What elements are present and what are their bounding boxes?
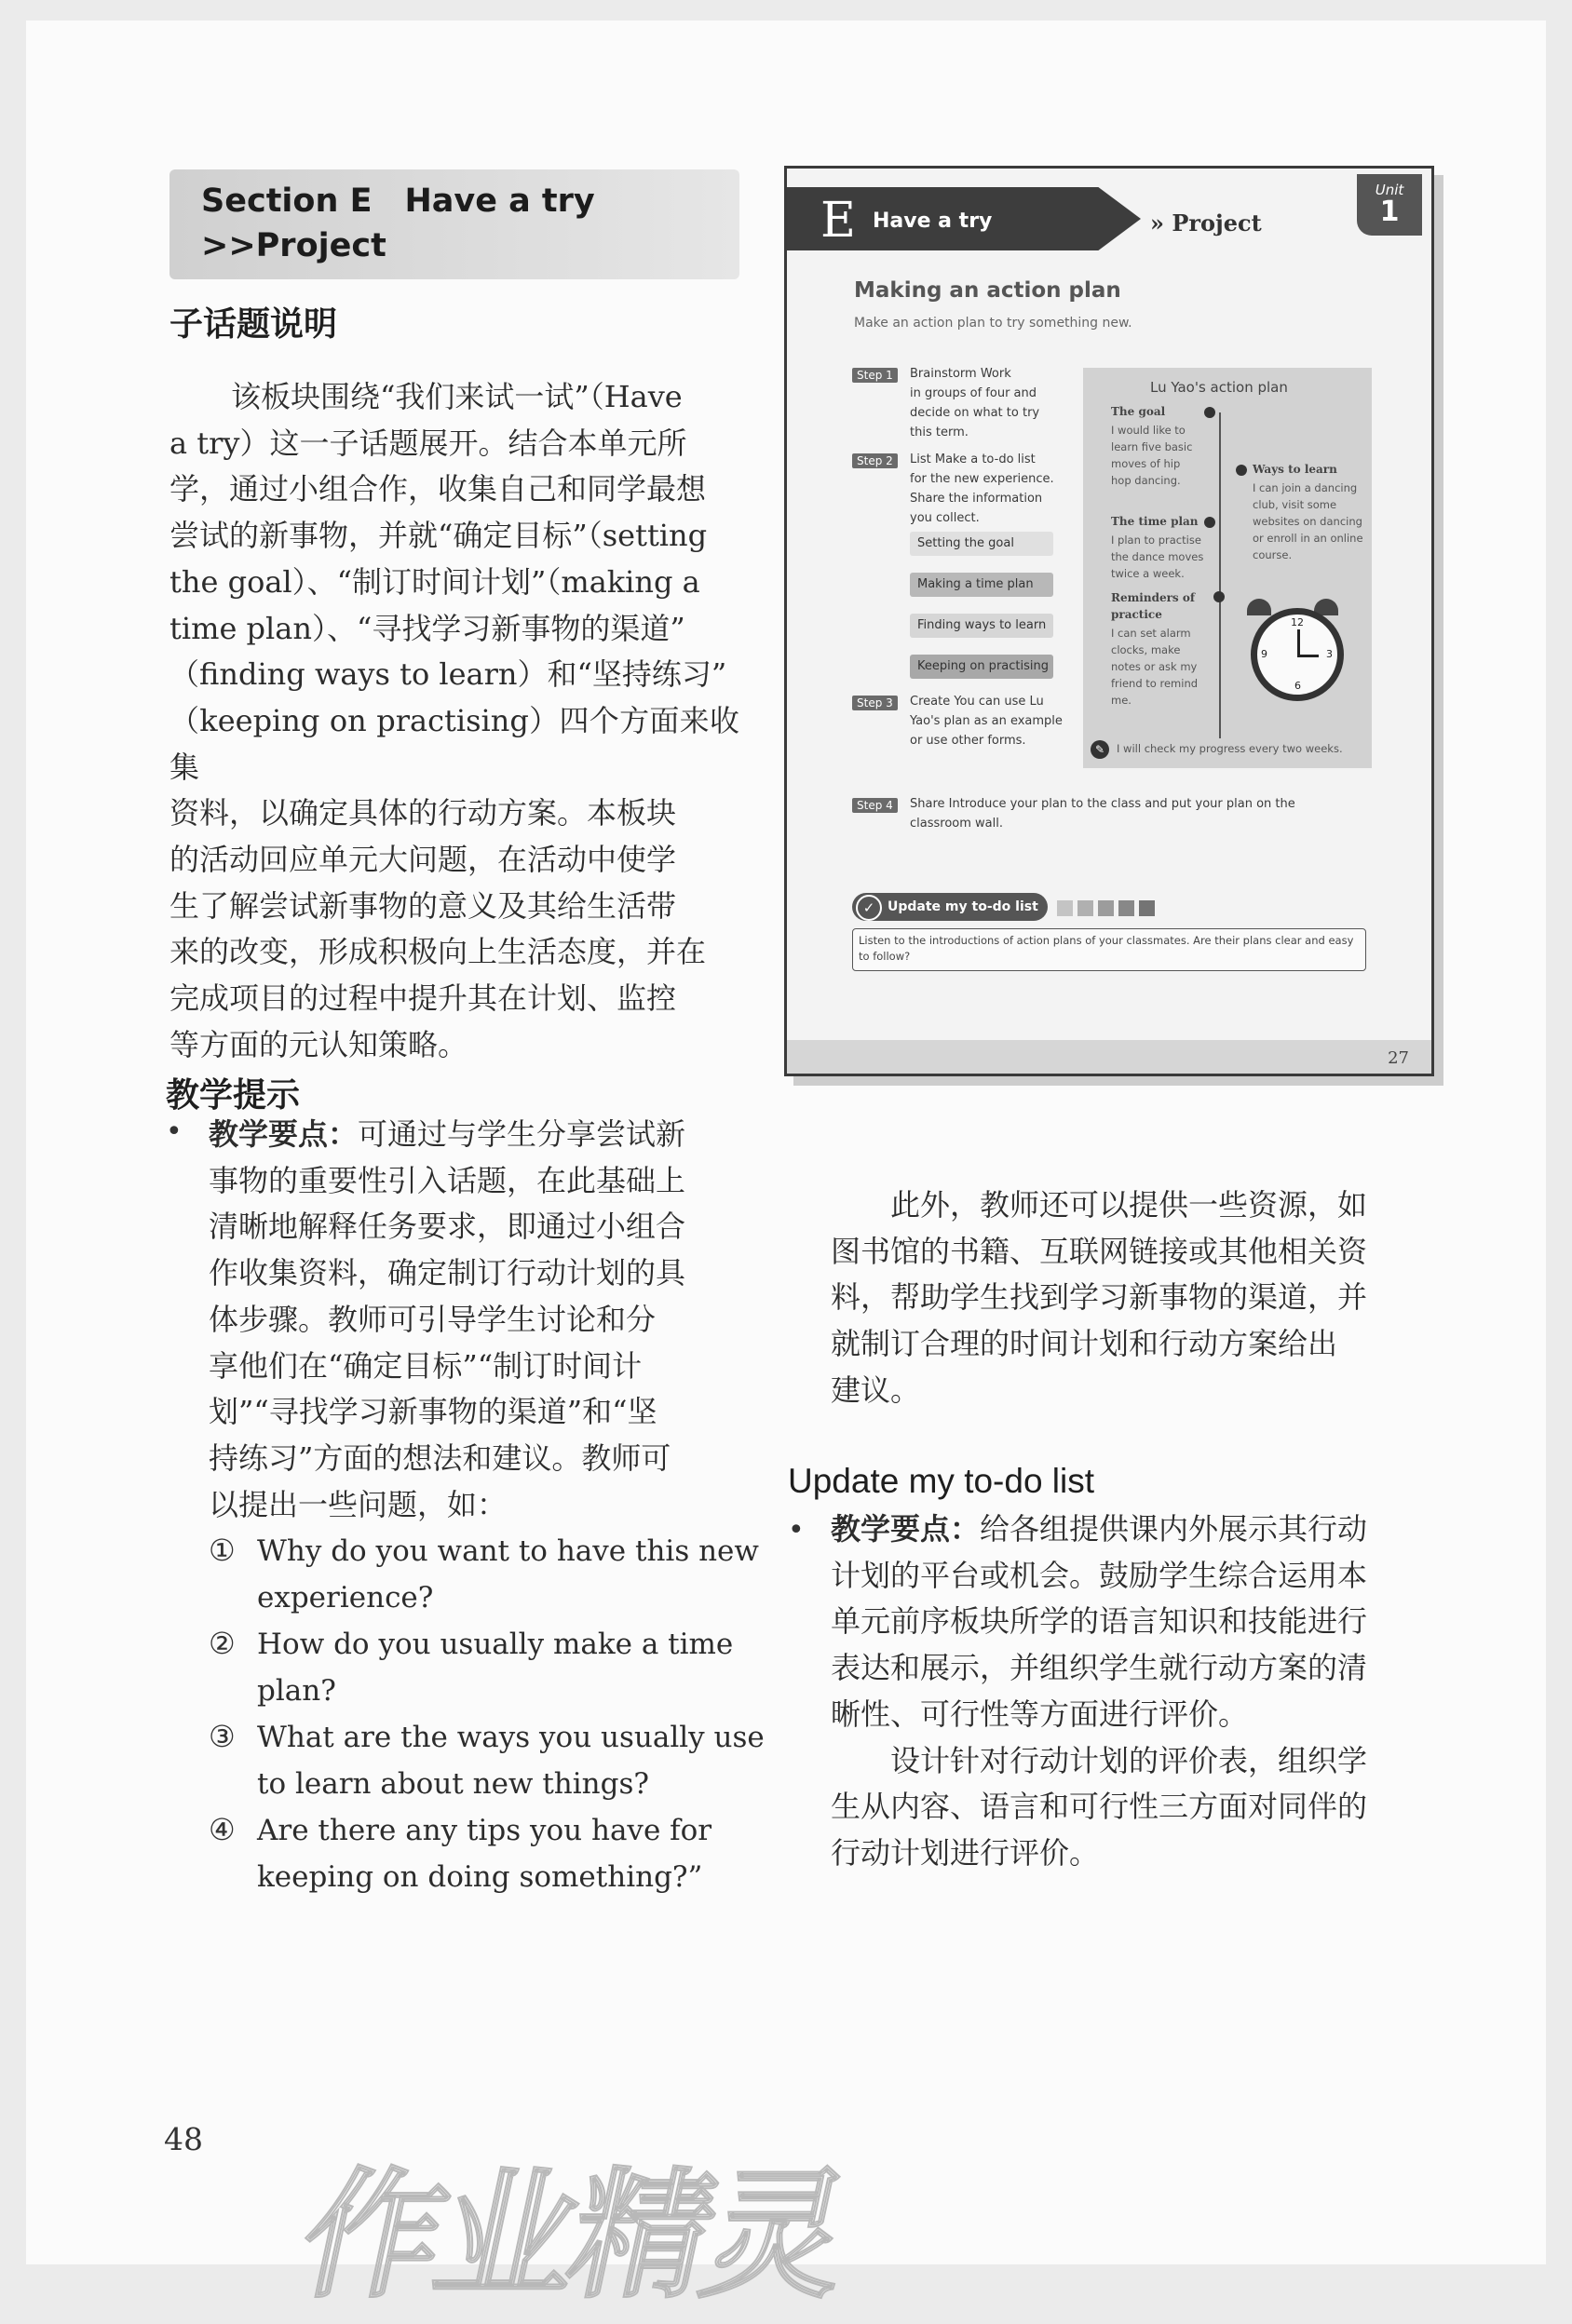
banner-label: Have a try (873, 209, 993, 233)
question-line: keeping on doing something?” (257, 1859, 703, 1894)
question-line: Why do you want to have this new (257, 1534, 759, 1568)
clock-number: 3 (1326, 648, 1333, 660)
pill-goal: Setting the goal (910, 532, 1053, 556)
watermark-logo: 作业精灵 (287, 2155, 859, 2317)
step-badge: Step 3 (852, 696, 898, 710)
plan-line: clocks, make (1111, 643, 1181, 656)
teaching-heading: 教学提示 (166, 1076, 301, 1115)
question-number: ③ (209, 1719, 236, 1754)
timeline-dot (1213, 591, 1225, 602)
step-badge: Step 2 (852, 453, 898, 468)
textbook-footer (787, 1040, 1431, 1074)
step-line: Share the information (910, 492, 1043, 506)
plan-line: or enroll in an online (1253, 532, 1363, 545)
plan-line: moves of hip (1111, 457, 1181, 470)
alarm-clock-icon (1251, 608, 1344, 701)
question-line: experience? (257, 1580, 434, 1615)
plan-line: me. (1111, 694, 1132, 707)
plan-line: I would like to (1111, 424, 1186, 437)
step-line: this term. (910, 426, 969, 439)
subtopic-line: 的活动回应单元大问题，在活动中使学 (169, 842, 677, 878)
unit-tab (1357, 174, 1422, 236)
update-line: 单元前序板块所学的语言知识和技能进行 (831, 1603, 1368, 1640)
subtopic-heading: 子话题说明 (169, 305, 338, 344)
teaching-line: 以提出一些问题，如： (209, 1486, 508, 1522)
textbook-page-number: 27 (1388, 1048, 1409, 1068)
section-letter: E (820, 193, 856, 249)
step-line: List Make a to-do list (910, 453, 1036, 466)
plan-line: the dance moves (1111, 550, 1204, 563)
teaching-line: 清晰地解释任务要求，即通过小组合 (209, 1209, 686, 1245)
question-number: ② (209, 1626, 236, 1661)
subtopic-line: 资料，以确定具体的行动方案。本板块 (169, 795, 677, 831)
plan-line: websites on dancing (1253, 515, 1362, 528)
plan-goal-label: The goal (1111, 405, 1166, 418)
subtopic-line: a try）这一子话题展开。结合本单元所 (169, 425, 687, 461)
update-todo-box: Listen to the introductions of action plans of your classmates. Are their plans clear and easy to follow? (852, 928, 1366, 971)
step-badge: Step 4 (852, 798, 898, 813)
resources-paragraph (831, 1182, 1427, 1414)
step-text (910, 794, 1295, 833)
resources-line: 此外，教师还可以提供一些资源，如 (890, 1187, 1368, 1223)
update-paragraph (831, 1507, 1427, 1877)
question-2 (257, 1622, 733, 1714)
timeline-dot (1204, 517, 1215, 528)
textbook-page-image (784, 166, 1434, 1076)
clock-hand (1298, 655, 1319, 657)
section-subtitle: >>Project (201, 227, 386, 264)
bullet-icon: • (166, 1115, 183, 1148)
progress-square (1098, 900, 1114, 916)
subtopic-line: 完成项目的过程中提升其在计划、监控 (169, 980, 677, 1017)
update-line: 晰性、可行性等方面进行评价。 (831, 1696, 1249, 1732)
alarm-bell-left (1247, 599, 1271, 615)
plan-ways-label: Ways to learn (1253, 463, 1337, 476)
subtopic-line: the goal）、“制订时间计划”（making a (169, 563, 700, 600)
plan-line: hop dancing. (1111, 474, 1181, 487)
update-line: 生从内容、语言和可行性三方面对同伴的 (831, 1789, 1368, 1825)
resources-line: 料，帮助学生找到学习新事物的渠道，并 (831, 1279, 1368, 1316)
step-text (910, 692, 1063, 750)
subtopic-line: time plan）、“寻找学习新事物的渠道” (169, 610, 685, 646)
step-badge: Step 1 (852, 368, 898, 383)
update-line: 给各组提供课内外展示其行动 (980, 1511, 1368, 1547)
question-4 (257, 1808, 711, 1900)
teaching-paragraph (209, 1112, 736, 1528)
resources-line: 建议。 (831, 1371, 921, 1408)
plan-remind-text (1111, 625, 1198, 709)
plan-line: I can join a dancing (1253, 481, 1358, 494)
subtopic-line: （finding ways to learn）和“坚持练习” (169, 656, 727, 693)
step-line: Create You can use Lu (910, 695, 1044, 709)
textbook-title: Making an action plan (854, 278, 1121, 303)
plan-title: Lu Yao's action plan (1150, 379, 1288, 396)
teaching-line: 划”“寻找学习新事物的渠道”和“坚 (209, 1394, 657, 1430)
page-number: 48 (164, 2121, 203, 2157)
question-number: ① (209, 1533, 236, 1568)
subtopic-line: 学，通过小组合作，收集自己和同学最想 (169, 471, 707, 507)
subtopic-line: 尝试的新事物，并就“确定目标”（setting (169, 518, 708, 554)
update-heading: Update my to-do list (788, 1462, 1095, 1500)
step-line: classroom wall. (910, 817, 1003, 831)
resources-line: 图书馆的书籍、互联网链接或其他相关资 (831, 1233, 1368, 1269)
plan-goal-text (1111, 422, 1192, 489)
plan-line: I can set alarm (1111, 627, 1191, 640)
clock-number: 12 (1291, 616, 1304, 628)
plan-time-label: The time plan (1111, 515, 1199, 528)
timeline-dot (1236, 465, 1247, 476)
progress-square (1057, 900, 1073, 916)
unit-label: Unit (1375, 182, 1404, 198)
timeline-dot (1204, 407, 1215, 418)
update-point-label: 教学要点： (831, 1511, 981, 1547)
step-line: Share Introduce your plan to the class and put your plan on the (910, 797, 1295, 811)
plan-bottom-note: I will check my progress every two weeks. (1117, 742, 1343, 755)
clock-number: 6 (1294, 680, 1301, 692)
progress-square (1077, 900, 1093, 916)
step-text (910, 450, 1054, 528)
step-text (910, 364, 1039, 442)
question-line: What are the ways you usually use (257, 1721, 765, 1754)
step-line: decide on what to try (910, 406, 1040, 420)
teaching-line: 作收集资料，确定制订行动计划的具 (209, 1255, 686, 1291)
subtopic-line: 生了解尝试新事物的意义及其给生活带 (169, 887, 677, 924)
step-line: in groups of four and (910, 386, 1037, 400)
clock-hand (1297, 629, 1300, 657)
update-line: 设计针对行动计划的评价表，组织学 (890, 1742, 1368, 1778)
plan-time-text (1111, 532, 1203, 582)
plan-line: friend to remind (1111, 677, 1199, 690)
teaching-line: 持练习”方面的想法和建议。教师可 (209, 1439, 671, 1476)
teaching-line: 享他们在“确定目标”“制订时间计 (209, 1347, 643, 1384)
step-line: for the new experience. (910, 472, 1054, 486)
plan-remind-label: Reminders of practice (1111, 591, 1196, 621)
subtopic-line: 等方面的元认知策略。 (169, 1026, 468, 1062)
teaching-line: 体步骤。教师可引导学生讨论和分 (209, 1301, 657, 1337)
plan-line: twice a week. (1111, 567, 1185, 580)
question-number: ④ (209, 1812, 236, 1847)
subtopic-paragraph (169, 374, 739, 1069)
question-line: How do you usually make a time (257, 1628, 734, 1661)
pill-practise: Keeping on practising (910, 655, 1053, 679)
plan-line: learn five basic (1111, 440, 1193, 453)
pill-ways: Finding ways to learn (910, 614, 1053, 638)
plan-timeline (1219, 412, 1221, 738)
subtopic-line: （keeping on practising）四个方面来收集 (169, 702, 739, 785)
project-label: » Project (1150, 209, 1262, 236)
progress-square (1118, 900, 1134, 916)
section-title: Section E Have a try (201, 182, 595, 220)
teaching-line: 可通过与学生分享尝试新 (358, 1116, 686, 1152)
update-todo-bar: Update my to-do list (852, 893, 1048, 921)
check-icon: ✓ (856, 895, 882, 921)
plan-ways-text (1253, 480, 1363, 563)
question-line: to learn about new things? (257, 1766, 649, 1801)
resources-line: 就制订合理的时间计划和行动方案给出 (831, 1326, 1338, 1362)
plan-line: I plan to practise (1111, 534, 1201, 547)
pill-time-plan: Making a time plan (910, 573, 1053, 597)
plan-line: club, visit some (1253, 498, 1337, 511)
step-line: or use other forms. (910, 734, 1026, 748)
plan-line: course. (1253, 548, 1293, 561)
subtopic-line: 该板块围绕“我们来试一试”（Have (231, 379, 683, 414)
step-line: Brainstorm Work (910, 367, 1011, 381)
step-line: Yao's plan as an example (910, 714, 1063, 728)
question-1 (257, 1529, 759, 1621)
progress-square (1139, 900, 1155, 916)
update-line: 计划的平台或机会。鼓励学生综合运用本 (831, 1557, 1368, 1593)
question-line: Are there any tips you have for (257, 1814, 712, 1847)
update-line: 行动计划进行评价。 (831, 1834, 1100, 1871)
bullet-icon: • (788, 1514, 805, 1547)
plan-line: notes or ask my (1111, 660, 1198, 673)
question-3 (257, 1715, 765, 1807)
unit-number: 1 (1379, 196, 1400, 228)
pencil-icon: ✎ (1091, 740, 1109, 759)
teaching-point-label: 教学要点： (209, 1116, 359, 1152)
teaching-line: 事物的重要性引入话题，在此基础上 (209, 1162, 686, 1198)
action-plan-panel (1083, 368, 1372, 768)
clock-number: 9 (1261, 648, 1267, 660)
subtopic-line: 来的改变，形成积极向上生活态度，并在 (169, 934, 707, 970)
question-line: plan? (257, 1673, 336, 1708)
textbook-subtitle: Make an action plan to try something new. (854, 316, 1132, 331)
step-line: you collect. (910, 511, 980, 525)
update-line: 表达和展示，并组织学生就行动方案的清 (831, 1650, 1368, 1686)
